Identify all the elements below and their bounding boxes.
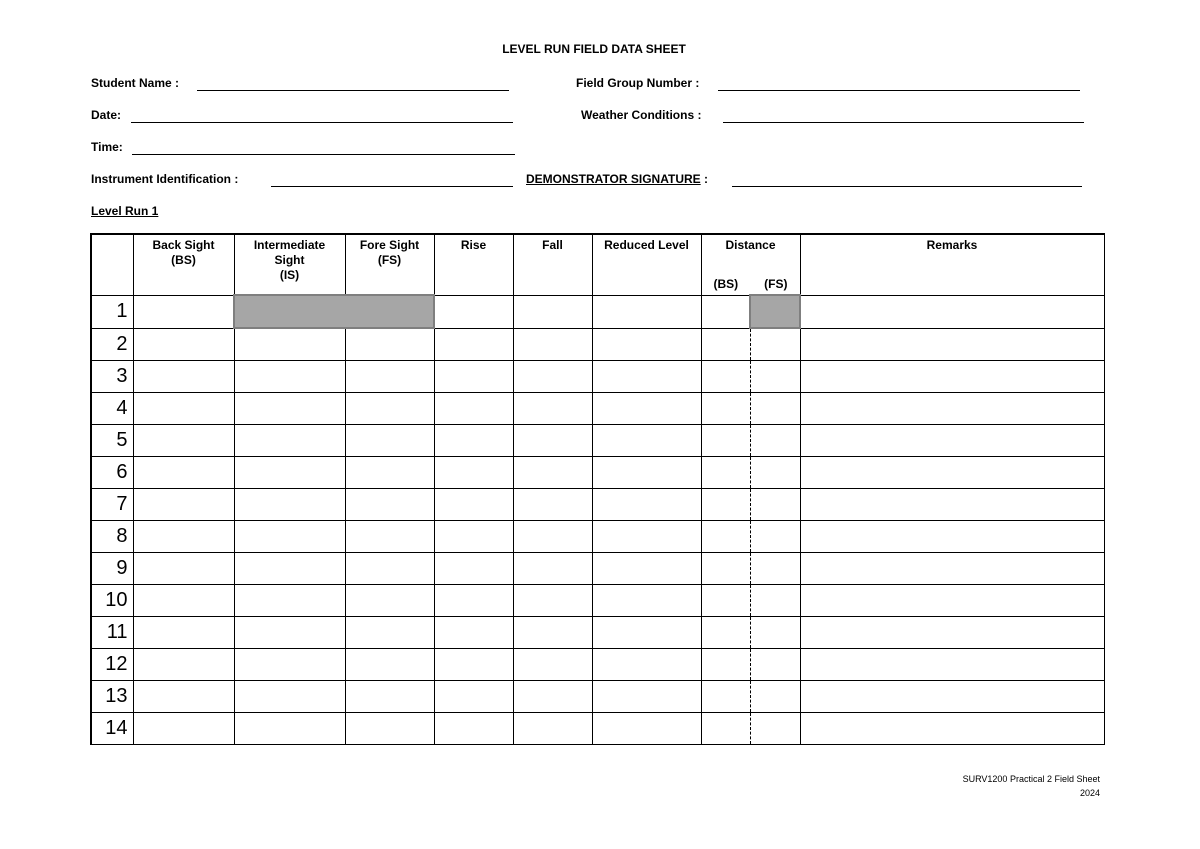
cell-reduced-level[interactable] [592,361,701,393]
cell-rise[interactable] [434,649,513,681]
level-run-table [90,233,1105,745]
cell-intermediate-sight[interactable] [234,393,345,425]
cell-back-sight[interactable] [133,617,234,649]
page-title: LEVEL RUN FIELD DATA SHEET [502,42,686,56]
table-row [91,457,1104,489]
cell-distance-fs[interactable] [750,617,800,649]
cell-distance-bs[interactable] [701,617,750,649]
cell-distance-fs[interactable] [750,361,800,393]
table-row [91,585,1104,617]
cell-fore-sight[interactable] [345,713,434,745]
cell-distance-fs[interactable] [750,521,800,553]
header-rise: Rise [434,234,513,295]
table-row [91,393,1104,425]
cell-reduced-level[interactable] [592,649,701,681]
cell-fore-sight[interactable] [345,328,434,361]
header-fore-sight-line2: (FS) [377,253,402,267]
header-reduced-level: Reduced Level [592,234,701,295]
cell-distance-fs[interactable] [750,489,800,521]
cell-back-sight[interactable] [133,328,234,361]
weather-conditions-line[interactable] [723,122,1084,123]
cell-intermediate-sight[interactable] [234,361,345,393]
table-row [91,328,1104,361]
cell-rise[interactable] [434,681,513,713]
cell-back-sight[interactable] [133,457,234,489]
instrument-identification-line[interactable] [271,186,513,187]
cell-remarks[interactable] [800,521,1104,553]
cell-rise[interactable] [434,425,513,457]
table-row [91,361,1104,393]
cell-distance-bs[interactable] [701,393,750,425]
cell-distance-fs [750,295,800,328]
cell-reduced-level[interactable] [592,553,701,585]
cell-distance-fs[interactable] [750,649,800,681]
cell-row-number: 7 [91,489,133,521]
cell-intermediate-sight[interactable] [234,425,345,457]
demonstrator-signature-field[interactable] [526,171,1082,187]
header-remarks: Remarks [800,234,1104,295]
cell-distance-bs[interactable] [701,425,750,457]
cell-fore-sight [345,295,434,328]
cell-rise[interactable] [434,295,513,328]
cell-remarks[interactable] [800,393,1104,425]
cell-fall[interactable] [513,489,592,521]
cell-row-number: 2 [91,328,133,361]
cell-rise[interactable] [434,457,513,489]
table-row [91,553,1104,585]
cell-distance-fs[interactable] [750,713,800,745]
cell-back-sight[interactable] [133,681,234,713]
header-distance-title: Distance [725,238,776,252]
table-row [91,681,1104,713]
cell-intermediate-sight[interactable] [234,585,345,617]
cell-distance-fs[interactable] [750,681,800,713]
cell-intermediate-sight[interactable] [234,713,345,745]
cell-remarks[interactable] [800,328,1104,361]
cell-distance-fs[interactable] [750,457,800,489]
table-row [91,617,1104,649]
cell-distance-bs[interactable] [701,521,750,553]
header-distance-fs: (FS) [764,277,788,291]
cell-rise[interactable] [434,713,513,745]
cell-reduced-level[interactable] [592,457,701,489]
cell-back-sight[interactable] [133,553,234,585]
cell-row-number: 1 [91,295,133,328]
cell-remarks[interactable] [800,489,1104,521]
student-name-line[interactable] [197,90,509,91]
table-row [91,425,1104,457]
cell-fore-sight[interactable] [345,457,434,489]
cell-rise[interactable] [434,617,513,649]
cell-fall[interactable] [513,361,592,393]
cell-distance-fs[interactable] [750,393,800,425]
cell-reduced-level[interactable] [592,328,701,361]
cell-fall[interactable] [513,649,592,681]
cell-reduced-level[interactable] [592,489,701,521]
cell-distance-bs[interactable] [701,585,750,617]
student-name-label: Student Name : [91,76,180,90]
cell-remarks[interactable] [800,425,1104,457]
cell-distance-bs[interactable] [701,553,750,585]
cell-row-number: 10 [91,585,133,617]
cell-intermediate-sight [234,295,345,328]
cell-fore-sight[interactable] [345,425,434,457]
cell-intermediate-sight[interactable] [234,521,345,553]
cell-reduced-level[interactable] [592,393,701,425]
table-row [91,295,1104,328]
demonstrator-signature-label: DEMONSTRATOR SIGNATURE [526,172,701,186]
cell-row-number: 12 [91,649,133,681]
cell-fore-sight[interactable] [345,681,434,713]
header-fore-sight-line1: Fore Sight [359,238,420,252]
cell-distance-bs[interactable] [701,457,750,489]
cell-row-number: 13 [91,681,133,713]
cell-fall[interactable] [513,295,592,328]
cell-back-sight[interactable] [133,649,234,681]
weather-conditions-field[interactable] [581,107,1084,123]
time-line[interactable] [132,154,515,155]
cell-back-sight[interactable] [133,295,234,328]
cell-fore-sight[interactable] [345,617,434,649]
cell-intermediate-sight[interactable] [234,489,345,521]
cell-back-sight[interactable] [133,713,234,745]
cell-remarks[interactable] [800,585,1104,617]
cell-remarks[interactable] [800,617,1104,649]
field-group-number-line[interactable] [718,90,1080,91]
time-label: Time: [91,140,123,154]
cell-distance-bs[interactable] [701,681,750,713]
cell-row-number: 6 [91,457,133,489]
cell-back-sight[interactable] [133,521,234,553]
demonstrator-signature-line[interactable] [732,186,1082,187]
cell-fore-sight[interactable] [345,393,434,425]
cell-reduced-level[interactable] [592,521,701,553]
cell-fore-sight[interactable] [345,585,434,617]
cell-fall[interactable] [513,393,592,425]
cell-remarks[interactable] [800,681,1104,713]
cell-rise[interactable] [434,553,513,585]
cell-intermediate-sight[interactable] [234,457,345,489]
cell-fall[interactable] [513,585,592,617]
cell-row-number: 8 [91,521,133,553]
cell-intermediate-sight[interactable] [234,617,345,649]
date-field[interactable] [91,107,513,123]
header-back-sight-line2: (BS) [171,253,196,267]
cell-distance-fs[interactable] [750,585,800,617]
field-group-number-label: Field Group Number : [576,76,700,90]
footer-year: 2024 [1079,788,1100,798]
cell-distance-bs[interactable] [701,361,750,393]
student-name-field[interactable] [91,75,509,91]
cell-remarks[interactable] [800,457,1104,489]
cell-fall[interactable] [513,425,592,457]
cell-rise[interactable] [434,489,513,521]
cell-remarks[interactable] [800,713,1104,745]
cell-fall[interactable] [513,617,592,649]
header-back-sight [133,234,234,295]
cell-rise[interactable] [434,521,513,553]
cell-intermediate-sight[interactable] [234,649,345,681]
cell-fore-sight[interactable] [345,553,434,585]
cell-row-number: 11 [91,617,133,649]
cell-distance-bs[interactable] [701,649,750,681]
cell-distance-fs[interactable] [750,425,800,457]
cell-distance-bs[interactable] [701,489,750,521]
header-fore-sight [345,234,434,295]
cell-distance-bs[interactable] [701,295,750,328]
cell-remarks[interactable] [800,295,1104,328]
demonstrator-signature-colon: : [700,172,709,186]
header-row-number [91,234,133,295]
table-row [91,521,1104,553]
header-intermediate-sight [234,234,345,295]
cell-reduced-level[interactable] [592,425,701,457]
cell-remarks[interactable] [800,553,1104,585]
cell-distance-fs[interactable] [750,328,800,361]
cell-fore-sight[interactable] [345,489,434,521]
cell-row-number: 5 [91,425,133,457]
cell-rise[interactable] [434,361,513,393]
cell-back-sight[interactable] [133,361,234,393]
cell-row-number: 4 [91,393,133,425]
header-intermediate-sight-line3: (IS) [279,268,300,282]
header-fall: Fall [513,234,592,295]
header-intermediate-sight-line2: Sight [274,253,305,267]
cell-intermediate-sight[interactable] [234,681,345,713]
cell-fall[interactable] [513,681,592,713]
cell-remarks[interactable] [800,649,1104,681]
cell-fall[interactable] [513,521,592,553]
cell-reduced-level[interactable] [592,585,701,617]
header-distance-bs: (BS) [713,277,739,291]
cell-back-sight[interactable] [133,489,234,521]
header-intermediate-sight-line1: Intermediate [253,238,326,252]
date-line[interactable] [131,122,513,123]
cell-rise[interactable] [434,328,513,361]
cell-back-sight[interactable] [133,425,234,457]
cell-reduced-level[interactable] [592,681,701,713]
footer-course: SURV1200 Practical 2 Field Sheet [962,774,1100,784]
section-title: Level Run 1 [91,204,159,218]
cell-rise[interactable] [434,393,513,425]
footer [963,772,1100,800]
cell-fall[interactable] [513,713,592,745]
table-row [91,489,1104,521]
cell-fore-sight[interactable] [345,521,434,553]
cell-row-number: 9 [91,553,133,585]
table-row [91,649,1104,681]
cell-fall[interactable] [513,553,592,585]
cell-distance-fs[interactable] [750,553,800,585]
table-row [91,713,1104,745]
cell-rise[interactable] [434,585,513,617]
instrument-identification-field[interactable] [91,171,513,187]
header-back-sight-line1: Back Sight [152,238,215,252]
header-distance [701,234,800,295]
cell-back-sight[interactable] [133,393,234,425]
cell-fore-sight[interactable] [345,361,434,393]
cell-remarks[interactable] [800,361,1104,393]
cell-reduced-level[interactable] [592,295,701,328]
cell-reduced-level[interactable] [592,617,701,649]
weather-conditions-label: Weather Conditions : [581,108,702,122]
cell-back-sight[interactable] [133,585,234,617]
cell-reduced-level[interactable] [592,713,701,745]
cell-distance-bs[interactable] [701,713,750,745]
time-field[interactable] [91,139,515,155]
table-body [91,295,1104,745]
cell-intermediate-sight[interactable] [234,553,345,585]
instrument-identification-label: Instrument Identification : [91,172,239,186]
cell-fall[interactable] [513,457,592,489]
cell-fall[interactable] [513,328,592,361]
cell-row-number: 3 [91,361,133,393]
cell-row-number: 14 [91,713,133,745]
cell-intermediate-sight[interactable] [234,328,345,361]
field-group-number-field[interactable] [576,75,1080,91]
cell-distance-bs[interactable] [701,328,750,361]
date-label: Date: [91,108,122,122]
cell-fore-sight[interactable] [345,649,434,681]
